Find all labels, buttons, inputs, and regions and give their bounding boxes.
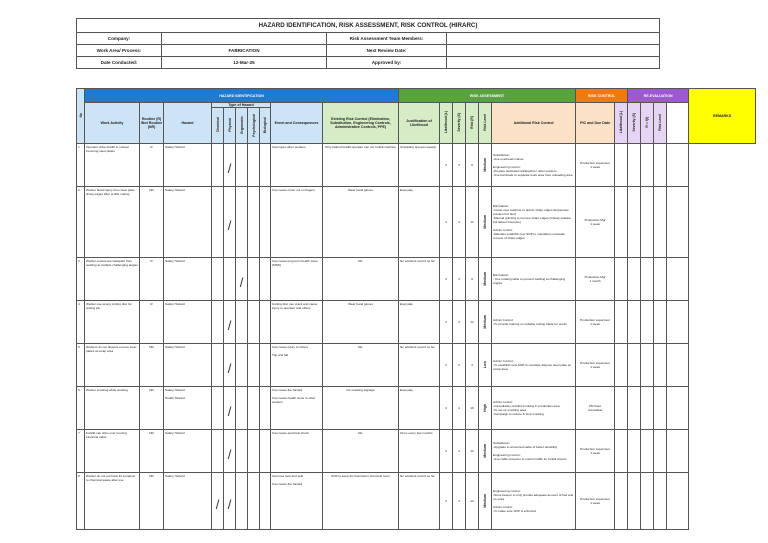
event-cell[interactable]: Can lose look and spill Can cause fire hazard [271,473,323,530]
col-likelihood: Likelihood (L) [440,103,453,144]
type-biological-cell[interactable] [260,344,271,387]
pic-cell[interactable]: Production supervisor 1 week [576,301,615,344]
type-ergonomic-cell[interactable] [236,473,248,530]
type-psychological-cell[interactable] [248,430,260,473]
type-physical-cell[interactable] [224,344,236,387]
col-existing-control: Existing Risk Control (Elimination, Substitution, Engineering Controls, Administrative Controls, PPE) [323,103,399,144]
group-re-evaluation: RE-EVALUATION [628,89,689,103]
type-psychological-cell[interactable] [248,258,260,301]
severity-cell[interactable]: 3 [453,301,466,344]
re-risk-cell[interactable] [641,387,654,430]
remarks-cell[interactable] [667,144,689,187]
group-risk-assessment: RISK ASSESSMENT [399,89,576,103]
justification-cell[interactable]: No accident record so far [399,344,440,387]
type-psychological-cell[interactable] [248,473,260,530]
row-no: 4 [77,301,85,344]
type-ergonomic-cell[interactable] [236,387,248,430]
col-re-severity: Severity (S) [628,103,641,144]
risk-level-text: Medium [483,214,488,229]
type-physical-cell[interactable] [224,301,236,344]
existing-control-cell[interactable]: Wear hand gloves [323,187,399,258]
remarks-cell[interactable] [667,430,689,473]
type-physical-cell[interactable] [224,187,236,258]
work-activity-cell[interactable]: Worker do not put back lid container to chemical waste after use [85,473,140,530]
document-title: HAZARD IDENTIFICATION, RISK ASSESSMENT, RISK CONTROL (HIRARC) [77,19,660,33]
pic-cell[interactable]: Production supervisor 1 week [576,344,615,387]
re-risk-cell[interactable] [641,430,654,473]
work-activity-cell[interactable]: Forklift can drive over running electrical cable [85,430,140,473]
type-ergonomic-cell[interactable] [236,187,248,258]
likelihood-cell[interactable]: 3 [440,144,453,187]
table-row [77,144,756,187]
hazard-cell[interactable]: Safety Hazard [164,344,212,387]
table-row [77,344,756,387]
remarks-cell[interactable] [667,187,689,258]
additional-control-cell[interactable]: Elimination: -Invest new machine to deburr sharp edges (Expensive solution but fast) -Manual grinding to remove sharp edges (Cheap solution but labour intensive) Admin control: -Maintain establish new SOP to mandatory manually remove of sharp edges [492,187,576,258]
additional-control-cell[interactable]: Substitution: -Use overhead cranes Engineering control: -Prepare dedicated walkpath for other workers -Use barricade to separate work area from unloading area [492,144,576,187]
row-no: 1 [77,144,85,187]
type-chemical-cell[interactable] [212,473,224,530]
type-ergonomic-cell[interactable] [236,258,248,301]
company-label: Company: [77,33,162,45]
justification-cell[interactable]: Everyday [399,187,440,258]
likelihood-cell[interactable]: 3 [440,473,453,530]
likelihood-cell[interactable]: 4 [440,387,453,430]
re-likelihood-cell[interactable] [615,258,628,301]
date-value[interactable]: 12-Mar-25 [162,57,327,69]
risk-cell[interactable]: 12 [466,473,479,530]
re-likelihood-cell[interactable] [615,344,628,387]
col-justification: Justification of Likelihood [399,103,440,144]
event-cell[interactable]: Can cause injury to others Trip and fall [271,344,323,387]
risk-cell[interactable]: 12 [466,187,479,258]
work-activity-cell[interactable]: Workers do not dispose excess steel plates at scrap area [85,344,140,387]
hazard-cell[interactable]: Safety Hazard [164,301,212,344]
re-risk-cell[interactable] [641,473,654,530]
type-biological-cell[interactable] [260,430,271,473]
re-risk-level-cell[interactable] [654,301,667,344]
re-likelihood-cell[interactable] [615,144,628,187]
type-chemical-cell[interactable] [212,301,224,344]
re-severity-cell[interactable] [628,430,641,473]
pic-cell[interactable]: Production supervisor 1 week [576,473,615,530]
severity-cell[interactable]: 4 [453,473,466,530]
type-physical-cell[interactable] [224,258,236,301]
additional-control-cell[interactable]: Engineering control: -Store beeper to only provide adequate amount of fuel and no extra Admin control: -To make sure SOP is enforced [492,473,576,530]
re-risk-level-cell[interactable] [654,344,667,387]
hazard-cell[interactable]: Safety Hazard [164,144,212,187]
group-remarks: REMARKS [689,89,756,144]
type-ergonomic-cell[interactable] [236,144,248,187]
col-work-activity: Work Activity [85,103,140,144]
routine-cell[interactable]: R [140,144,164,187]
existing-control-cell[interactable]: Only trained forklift operator can run forklift machine [323,144,399,187]
risk-level-text: Medium [483,314,488,329]
type-physical-cell[interactable] [224,144,236,187]
col-re-likelihood: Likelihood (L) [615,103,628,144]
existing-control-cell[interactable]: NIL [323,344,399,387]
pic-cell[interactable]: Production Mgr 1 month [576,258,615,301]
type-ergonomic-cell[interactable] [236,344,248,387]
risk-cell[interactable]: 9 [466,258,479,301]
group-hazard-identification: HAZARD IDENTIFICATION [85,89,399,103]
row-no: 5 [77,344,85,387]
re-risk-level-cell[interactable] [654,430,667,473]
re-likelihood-cell[interactable] [615,473,628,530]
checkmark-slash-icon: / [227,217,232,233]
remarks-cell[interactable] [667,473,689,530]
row-no: 3 [77,258,85,301]
checkmark-slash-icon: / [239,274,244,290]
type-psychological-cell[interactable] [248,187,260,258]
col-re-risk-level: Risk Level [654,103,667,144]
type-chemical-cell[interactable] [212,258,224,301]
justification-cell[interactable]: Everyday [399,301,440,344]
routine-cell[interactable]: NR [140,344,164,387]
work-area-value[interactable]: FABRICATION [162,45,327,57]
likelihood-cell[interactable]: 4 [440,187,453,258]
col-severity: Severity (S) [453,103,466,144]
table-row [77,258,756,301]
type-physical-cell[interactable] [224,387,236,430]
re-risk-level-cell[interactable] [654,258,667,301]
col-routine: Routine (R) /Not Routine (NR) [140,103,164,144]
additional-control-cell[interactable]: Admin Control: -To provide training on suitable cutting blade for works [492,301,576,344]
risk-cell[interactable]: 9 [466,144,479,187]
risk-level-cell[interactable] [479,473,492,530]
col-additional-control: Additional Risk Control [492,103,576,144]
col-ergonomic: Ergonomic [236,108,248,144]
work-activity-cell[interactable]: Worker smoking while working [85,387,140,430]
re-severity-cell[interactable] [628,344,641,387]
re-risk-level-cell[interactable] [654,473,667,530]
re-risk-level-cell[interactable] [654,187,667,258]
re-risk-level-cell[interactable] [654,387,667,430]
col-event: Event and Consequences [271,103,323,144]
type-chemical-cell[interactable] [212,387,224,430]
row-no: 6 [77,387,85,430]
event-cell[interactable]: Can cause fire hazard Can cause health issue to other workers [271,387,323,430]
remarks-cell[interactable] [667,258,689,301]
type-chemical-cell[interactable] [212,344,224,387]
remarks-cell[interactable] [667,301,689,344]
routine-cell[interactable]: NR [140,473,164,530]
checkmark-slash-icon: / [227,317,232,333]
company-value[interactable] [162,33,327,45]
existing-control-cell[interactable]: SOP to keep all chemical in chemical room [323,473,399,530]
type-biological-cell[interactable] [260,473,271,530]
routine-cell[interactable]: NR [140,187,164,258]
date-label: Date Conducted: [77,57,162,69]
re-risk-cell[interactable] [641,258,654,301]
likelihood-cell[interactable]: 4 [440,301,453,344]
justification-cell[interactable]: No accident record so far [399,473,440,530]
severity-cell[interactable]: 2 [453,344,466,387]
table-row [77,187,756,258]
risk-level-cell[interactable] [479,187,492,258]
hazard-cell[interactable]: Safety Hazard [164,258,212,301]
checkmark-slash-icon: / [227,403,232,419]
approved-label: Approved by: [327,57,447,69]
work-activity-cell[interactable]: Worker faced injury from steel plate sharp edges after profile cutting [85,187,140,258]
col-type-of-hazard: Type of Hazard [212,103,271,108]
work-activity-cell[interactable]: Operator drive forklift to unload incoming steel plates [85,144,140,187]
risk-level-cell[interactable] [479,144,492,187]
re-risk-cell[interactable] [641,301,654,344]
risk-level-text: High [483,403,488,412]
col-risk: Risk (R) [466,103,479,144]
risk-cell[interactable]: 12 [466,301,479,344]
risk-level-cell[interactable] [479,301,492,344]
risk-cell[interactable]: 12 [466,430,479,473]
justification-cell[interactable]: No accident record so far [399,258,440,301]
table-row [77,430,756,473]
col-pic: PIC and Due Date [576,103,615,144]
routine-cell[interactable]: NR [140,430,164,473]
severity-cell[interactable]: 3 [453,258,466,301]
work-activity-cell[interactable]: Welder use wrong cutting disc for cutting job [85,301,140,344]
type-physical-cell[interactable] [224,473,236,530]
severity-cell[interactable]: 3 [453,187,466,258]
row-no: 8 [77,473,85,530]
risk-level-text: Medium [483,271,488,286]
type-psychological-cell[interactable] [248,144,260,187]
type-biological-cell[interactable] [260,258,271,301]
checkmark-slash-icon: / [215,496,220,512]
event-cell[interactable]: Can cause minor cut on fingers [271,187,323,258]
re-likelihood-cell[interactable] [615,430,628,473]
form-header [76,18,660,69]
event-cell[interactable]: Cutting disc can crack and cause injury to operator and others [271,301,323,344]
existing-control-cell[interactable]: Wear hand gloves [323,301,399,344]
routine-cell[interactable]: NR [140,387,164,430]
next-review-label: Next Review Date: [327,45,447,57]
re-severity-cell[interactable] [628,258,641,301]
likelihood-cell[interactable]: 3 [440,430,453,473]
pic-cell[interactable]: Production Mgr 1 week [576,187,615,258]
justification-cell[interactable]: Unloading process weekly [399,144,440,187]
team-members-value[interactable] [447,33,660,45]
col-physical: Physical [224,108,236,144]
row-no: 2 [77,187,85,258]
risk-level-text: Medium [483,157,488,172]
risk-level-text: Medium [483,493,488,508]
risk-level-cell[interactable] [479,258,492,301]
table-row [77,387,756,430]
checkmark-slash-icon: / [227,360,232,376]
work-area-label: Work Area/ Process: [77,45,162,57]
routine-cell[interactable]: R [140,258,164,301]
hazard-cell[interactable]: Safety Hazard [164,187,212,258]
checkmark-slash-icon: / [227,160,232,176]
re-likelihood-cell[interactable] [615,387,628,430]
risk-level-cell[interactable] [479,430,492,473]
re-likelihood-cell[interactable] [615,301,628,344]
severity-cell[interactable]: 4 [453,430,466,473]
re-likelihood-cell[interactable] [615,187,628,258]
type-biological-cell[interactable] [260,387,271,430]
event-cell[interactable]: Can injure other workers [271,144,323,187]
pic-cell[interactable]: Production supervisor 1 week [576,430,615,473]
existing-control-cell[interactable]: NIL [323,430,399,473]
severity-cell[interactable]: 3 [453,144,466,187]
col-chemical: Chemical [212,108,224,144]
col-psychological: Psychological [248,108,260,144]
checkmark-slash-icon: / [227,496,232,512]
col-re-risk: R = f(I) [641,103,654,144]
additional-control-cell[interactable]: Admin control: -Immediately prohibit smoking in production area -To set up smoking area -Campaign to reduce & stop smoking [492,387,576,430]
re-severity-cell[interactable] [628,301,641,344]
type-psychological-cell[interactable] [248,387,260,430]
col-hazard: Hazard [164,103,212,144]
re-risk-cell[interactable] [641,344,654,387]
next-review-value[interactable] [447,45,660,57]
additional-control-cell[interactable]: Elimination: - Use rotating table to prevent welding at challenging angles [492,258,576,301]
severity-cell[interactable]: 4 [453,387,466,430]
type-ergonomic-cell[interactable] [236,430,248,473]
pic-cell[interactable]: HR Dept Immediate [576,387,615,430]
pic-cell[interactable]: Production supervisor 1 week [576,144,615,187]
row-no: 7 [77,430,85,473]
risk-level-text: Low [483,360,488,369]
type-biological-cell[interactable] [260,144,271,187]
re-severity-cell[interactable] [628,144,641,187]
additional-control-cell[interactable]: Admin Control: -To establish new SOP to mandate dispose steel plate at scrap area [492,344,576,387]
group-risk-control: RISK CONTROL [576,89,628,103]
re-severity-cell[interactable] [628,473,641,530]
justification-cell[interactable]: Everyday [399,387,440,430]
re-severity-cell[interactable] [628,187,641,258]
work-activity-cell[interactable]: Welder experience backpain from welding at multiple challenging angles [85,258,140,301]
re-risk-cell[interactable] [641,144,654,187]
hazard-cell[interactable]: Safety Hazard [164,430,212,473]
risk-level-cell[interactable] [479,344,492,387]
type-chemical-cell[interactable] [212,144,224,187]
type-chemical-cell[interactable] [212,430,224,473]
hazard-cell[interactable]: Safety Hazard [164,473,212,530]
risk-cell[interactable]: 16 [466,387,479,430]
type-physical-cell[interactable] [224,430,236,473]
likelihood-cell[interactable]: 2 [440,344,453,387]
table-row [77,473,756,530]
re-risk-level-cell[interactable] [654,144,667,187]
col-biological: Biological [260,108,271,144]
re-severity-cell[interactable] [628,387,641,430]
approved-value[interactable] [447,57,660,69]
existing-control-cell[interactable]: No smoking signage [323,387,399,430]
risk-cell[interactable]: 4 [466,344,479,387]
type-psychological-cell[interactable] [248,344,260,387]
existing-control-cell[interactable]: NIL [323,258,399,301]
likelihood-cell[interactable]: 3 [440,258,453,301]
risk-level-cell[interactable] [479,387,492,430]
remarks-cell[interactable] [667,387,689,430]
type-chemical-cell[interactable] [212,187,224,258]
col-risk-level: Risk Level [479,103,492,144]
table-row [77,301,756,344]
type-biological-cell[interactable] [260,301,271,344]
justification-cell[interactable]: Once every few months [399,430,440,473]
type-psychological-cell[interactable] [248,301,260,344]
additional-control-cell[interactable]: Substitution: -Upgrade to armoured cable of better durability Engineering control: -Use cable protector to control traffic for forklift drivers [492,430,576,473]
remarks-cell[interactable] [667,344,689,387]
re-risk-cell[interactable] [641,187,654,258]
checkmark-slash-icon: / [227,446,232,462]
risk-level-text: Medium [483,443,488,458]
event-cell[interactable]: Can cause electrical shock [271,430,323,473]
type-ergonomic-cell[interactable] [236,301,248,344]
hazard-cell[interactable]: Safety Hazard Health Hazard [164,387,212,430]
routine-cell[interactable]: R [140,301,164,344]
type-biological-cell[interactable] [260,187,271,258]
team-members-label: Risk Assessment Team Members: [327,33,447,45]
event-cell[interactable]: Can cause long term health issue (MSD) [271,258,323,301]
hirarc-table [76,88,756,530]
col-no: No [77,89,85,144]
